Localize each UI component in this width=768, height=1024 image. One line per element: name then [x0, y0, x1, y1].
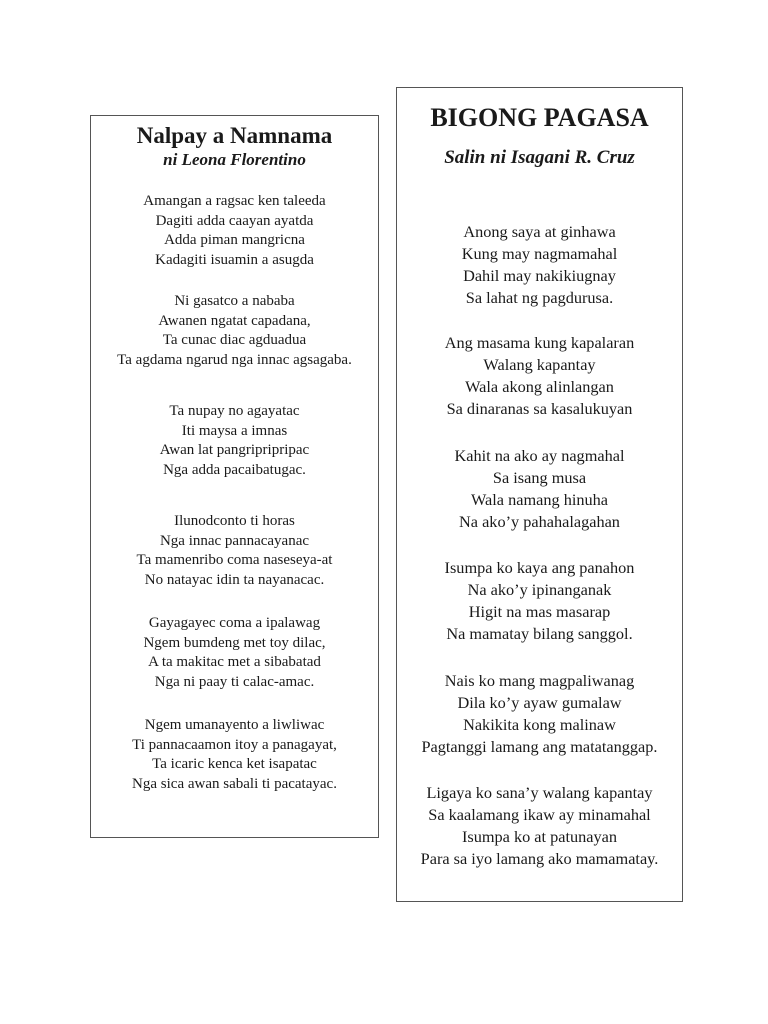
poem-line: Sa dinaranas sa kasalukuyan [446, 399, 633, 418]
poem-line: Wala namang hinuha [470, 490, 609, 509]
poem-line: Ligaya ko sana’y walang kapantay [426, 783, 653, 802]
poem-card-bigong-pagasa [396, 87, 683, 902]
poem-line: No natayac idin ta nayanacac. [144, 571, 325, 588]
stanza [397, 670, 682, 758]
poem-line: Sa lahat ng pagdurusa. [465, 288, 614, 307]
poem-line: Na ako’y pahahalagahan [459, 512, 620, 531]
poem-line: Ta mamenribo coma naseseya-at [136, 552, 333, 568]
poem-line: Amangan a ragsac ken taleeda [143, 193, 326, 209]
poem-line: Ta agdama ngarud nga innac agsagaba. [117, 351, 352, 368]
poem-line: Kung may nagmamahal [461, 244, 618, 263]
poem-line: Isumpa ko kaya ang panahon [444, 558, 635, 577]
poem-line: Nga innac pannacayanac [159, 532, 310, 549]
poem-line: Ngem umanayento a liwliwac [144, 717, 325, 733]
stanza [397, 782, 682, 870]
poem-line: Adda piman mangricna [164, 232, 305, 248]
poem-line: Wala akong alinlangan [465, 377, 614, 396]
poem-author: ni Leona Florentino [163, 150, 306, 169]
poem-line: Na ako’y ipinanganak [467, 580, 612, 599]
stanza [397, 221, 682, 309]
stanza [91, 402, 378, 480]
stanza [91, 716, 378, 794]
poem-line: Walang kapantay [483, 355, 596, 374]
poem-line: Sa kaalamang ikaw ay minamahal [428, 805, 651, 824]
poem-line: Ti pannacaamon itoy a panagayat, [132, 736, 337, 753]
stanza [91, 192, 378, 270]
poem-line: Ngem bumdeng met toy dilac, [143, 634, 326, 651]
poem-line: Ni gasatco a nababa [174, 293, 295, 309]
stanza [397, 332, 682, 420]
poem-line: Nga adda pacaibatugac. [163, 461, 306, 478]
poem-line: Dila ko’y ayaw gumalaw [457, 693, 622, 712]
poem-title: Nalpay a Namnama [136, 123, 333, 148]
poem-line: Nakikita kong malinaw [463, 715, 616, 734]
poem-line: Nga ni paay ti calac-amac. [154, 673, 315, 690]
poem-line: Gayagayec coma a ipalawag [148, 615, 321, 631]
poem-card-nalpay-a-namnama [90, 115, 379, 838]
poem-line: Awanen ngatat capadana, [158, 312, 311, 329]
poem-line: Kadagiti isuamin a asugda [155, 251, 314, 268]
poem-line: Sa isang musa [492, 468, 587, 487]
poem-title: BIGONG PAGASA [430, 103, 649, 132]
stanza [397, 445, 682, 533]
poem-line: Dahil may nakikiugnay [463, 266, 616, 285]
poem-line: Awan lat pangripripripac [159, 442, 310, 458]
poem-line: Ang masama kung kapalaran [444, 333, 635, 352]
poem-line: Na mamatay bilang sanggol. [446, 624, 633, 643]
poem-line: Pagtanggi lamang ang matatanggap. [421, 737, 658, 756]
stanza [397, 557, 682, 645]
poem-line: Ta icaric kenca ket isapatac [152, 756, 317, 772]
poem-author: Salin ni Isagani R. Cruz [444, 147, 635, 168]
poem-line: Higit na mas masarap [468, 602, 611, 621]
poem-line: Anong saya at ginhawa [463, 222, 616, 241]
stanza [91, 512, 378, 590]
poem-line: Isumpa ko at patunayan [461, 827, 618, 846]
stanza [91, 614, 378, 692]
poem-line: Ta cunac diac agduadua [162, 332, 307, 348]
poem-line: Dagiti adda caayan ayatda [155, 212, 314, 229]
poem-line: Para sa iyo lamang ako mamamatay. [420, 849, 659, 868]
stanza [91, 292, 378, 370]
poem-line: A ta makitac met a sibabatad [148, 654, 321, 670]
poem-line: Nais ko mang magpaliwanag [444, 671, 635, 690]
poem-line: Ta nupay no agayatac [169, 403, 300, 419]
poem-line: Kahit na ako ay nagmahal [454, 446, 625, 465]
poem-line: Ilunodconto ti horas [174, 513, 295, 529]
poem-line: Nga sica awan sabali ti pacatayac. [132, 775, 337, 792]
poem-line: Iti maysa a imnas [181, 422, 288, 439]
